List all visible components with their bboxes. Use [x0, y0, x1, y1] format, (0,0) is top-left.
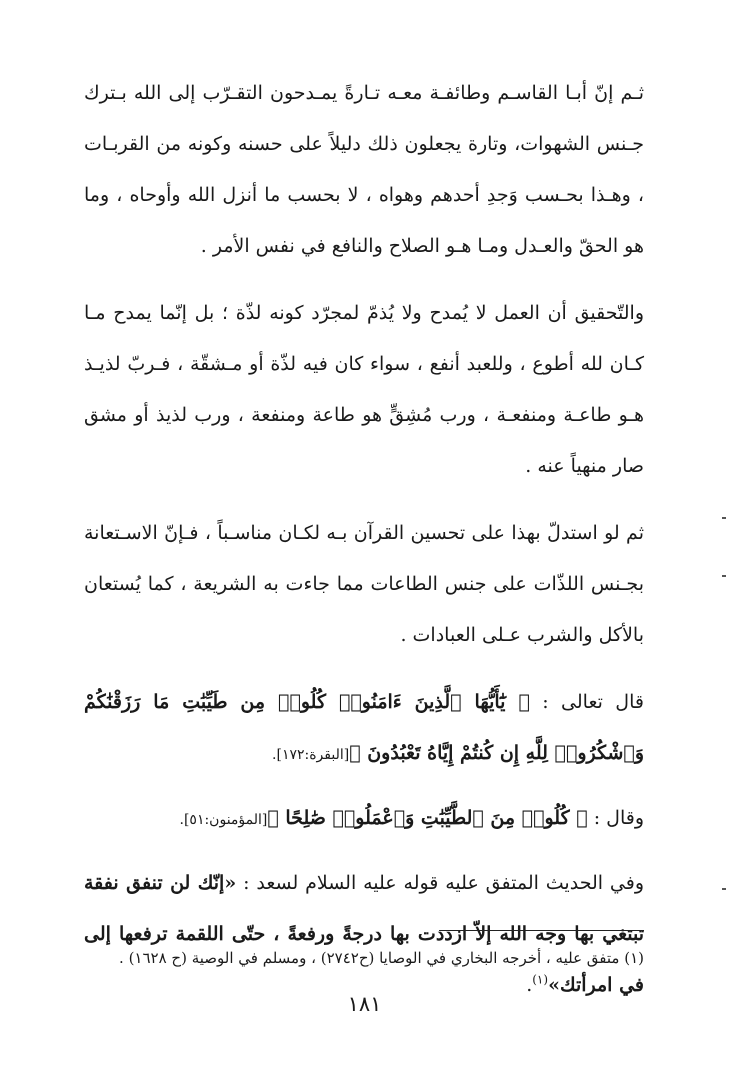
paragraph-3: ثم لو استدلّ بهذا على تحسين القرآن بـه لكـان مناسـباً ، فـإنّ الاسـتعانة بجـنس اللذّات على جنس الطاعات مما جاءت به الشريعة ، كما يُستعان بالأكل والشرب عـلى العبادات .	[84, 522, 644, 646]
hadith-paragraph	[84, 858, 644, 1011]
hadith-quote: «إنّك لن تنفق نفقة تبتغي بها وجه الله إلاّ ازددت بها درجةً ورفعةً ، حتّى اللقمة ترفعها إلى في امرأتك»	[84, 872, 644, 996]
footnote: (١) متفق عليه ، أخرجه البخاري في الوصايا (ح٢٧٤٢) ، ومسلم في الوصية (ح ١٦٢٨) .	[119, 949, 644, 967]
verse-1-reference: [البقرة:١٧٢].	[272, 747, 350, 763]
main-text	[84, 68, 644, 1027]
verse-2-text: ﴿ كُلُوا۟ مِنَ ٱلطَّيِّبَٰتِ وَٱعْمَلُوا۟ صَٰلِحًا ﴾	[267, 807, 588, 829]
page-number: ١٨١	[347, 992, 382, 1016]
quran-verse-1	[84, 677, 644, 781]
verse-1-text: ﴿ يَٰٓأَيُّهَا ٱلَّذِينَ ءَامَنُوا۟ كُلُوا۟ مِن طَيِّبَٰتِ مَا رَزَقْنَٰكُمْ وَٱشْكُرُوا۟ لِلَّهِ إِن كُنتُمْ إِيَّاهُ تَعْبُدُونَ ﴾	[84, 691, 644, 764]
hadith-end: .	[526, 974, 533, 996]
footnote-marker: (١)	[532, 972, 549, 987]
margin-tick	[722, 517, 726, 519]
hadith-lead: وفي الحديث المتفق عليه قوله عليه السلام لسعد :	[236, 872, 644, 894]
verse-1-lead: قال تعالى :	[529, 691, 644, 713]
paragraph-2: والتّحقيق أن العمل لا يُمدح ولا يُذمّ لمجرّد كونه لذّة ؛ بل إنّما يمدح مـا كـان لله أطوع ، وللعبد أنفع ، سواء كان فيه لذّة أو مـشقّة ، فـربّ لذيـذ هـو طاعـة ومنفعـة ، ورب مُشِقٍّ هو طاعة ومنفعة ، ورب لذيذ أو مشق صار منهياً عنه .	[84, 302, 644, 477]
verse-2-lead: وقال :	[587, 807, 644, 829]
margin-tick	[722, 575, 726, 577]
quran-verse-2	[84, 793, 644, 846]
verse-2-reference: [المؤمنون:٥١].	[179, 812, 268, 828]
footnote-divider	[439, 930, 644, 931]
paragraph-1: ثـم إنّ أبـا القاسـم وطائفـة معـه تـارةً يمـدحون التقـرّب إلى الله بـترك جـنس الشهوات، وتارة يجعلون ذلك دليلاً على حسنه وكونه من القربـات ، وهـذا بحـسب وَجدِ أحدهم وهواه ، لا بحسب ما أنزل الله وأوحاه ، وما هو الحقّ والعـدل ومـا هـو الصلاح والنافع في نفس الأمر .	[84, 82, 644, 257]
margin-tick	[722, 888, 726, 890]
